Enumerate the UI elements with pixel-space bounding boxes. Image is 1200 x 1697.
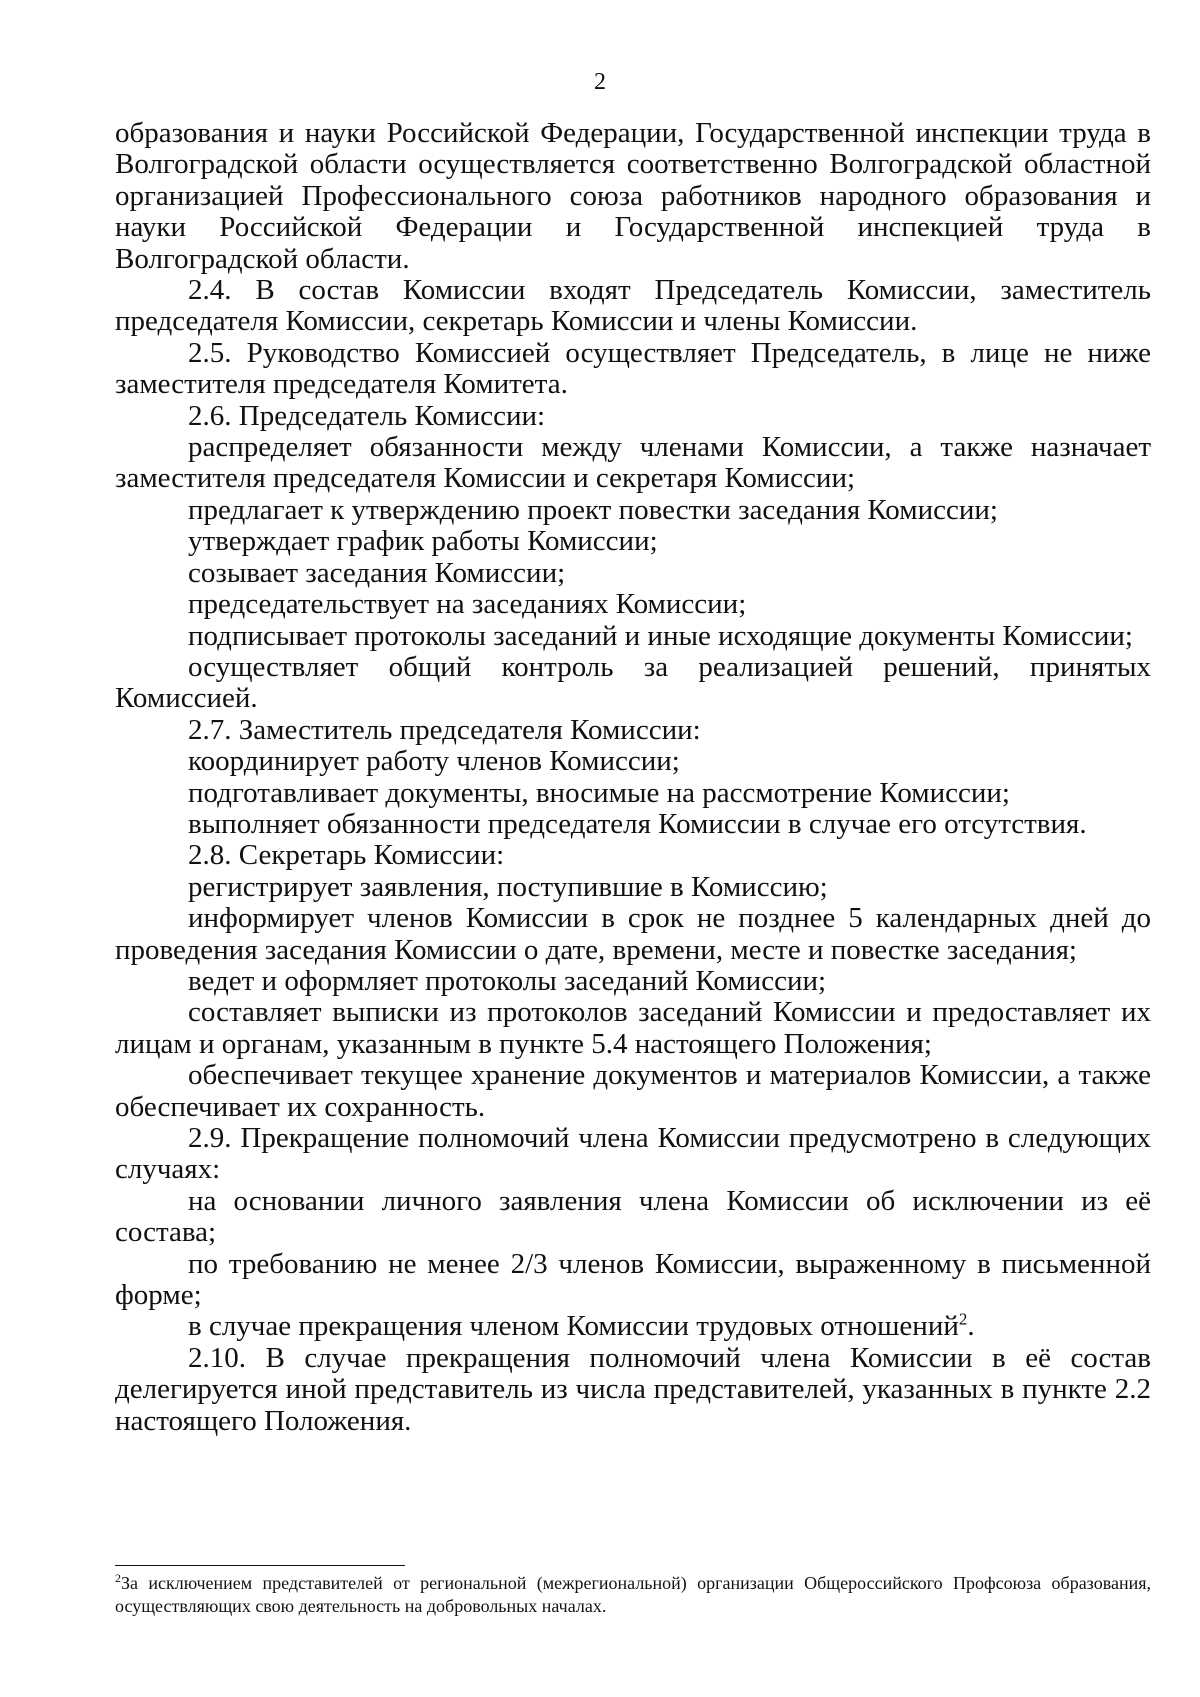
- list-item: на основании личного заявления члена Комиссии об исключении из её состава;: [115, 1184, 1151, 1249]
- list-item: регистрирует заявления, поступившие в Комиссию;: [188, 870, 828, 903]
- list-item-text: в случае прекращения членом Комиссии трудовых отношений: [188, 1310, 959, 1343]
- list-item: утверждает график работы Комиссии;: [188, 525, 658, 558]
- document-body: [115, 118, 1151, 1437]
- clause-2-5: 2.5. Руководство Комиссией осуществляет Председатель, в лице не ниже заместителя председателя Комитета.: [115, 336, 1151, 401]
- footnote-reference[interactable]: 2: [958, 1309, 968, 1329]
- list-item: составляет выписки из протоколов заседаний Комиссии и предоставляет их лицам и органам, указанным в пункте 5.4 настоящего Положения;: [115, 996, 1151, 1060]
- footnote-text: За исключением представителей от региональной (межрегиональной) организации Общероссийского Профсоюза образования, осуществляющих свою деятельность на добровольных началах.: [115, 1573, 1151, 1616]
- list-item: председательствует на заседаниях Комиссии;: [188, 588, 747, 621]
- list-item: созывает заседания Комиссии;: [188, 556, 566, 589]
- clause-2-6-heading: 2.6. Председатель Комиссии:: [188, 399, 546, 432]
- list-item: предлагает к утверждению проект повестки заседания Комиссии;: [188, 493, 998, 526]
- list-item: распределяет обязанности между членами Комиссии, а также назначает заместителя председателя Комиссии и секретаря Комиссии;: [115, 431, 1151, 495]
- footnote: [115, 1572, 1151, 1618]
- clause-2-10: 2.10. В случае прекращения полномочий члена Комиссии в её состав делегируется иной представитель из числа представителей, указанных в пункте 2.2 настоящего Положения.: [115, 1341, 1151, 1437]
- list-item-with-footnote: [115, 1311, 1151, 1342]
- list-item: ведет и оформляет протоколы заседаний Комиссии;: [188, 964, 827, 997]
- list-item: координирует работу членов Комиссии;: [188, 745, 680, 778]
- clause-2-7-heading: 2.7. Заместитель председателя Комиссии:: [188, 713, 701, 746]
- list-item-end: .: [967, 1310, 975, 1343]
- list-item: обеспечивает текущее хранение документов и материалов Комиссии, а также обеспечивает их сохранность.: [115, 1059, 1151, 1123]
- page-number: 2: [594, 69, 606, 95]
- list-item: подготавливает документы, вносимые на рассмотрение Комиссии;: [188, 776, 1010, 809]
- clause-2-4: 2.4. В состав Комиссии входят Председатель Комиссии, заместитель председателя Комиссии, секретарь Комиссии и члены Комиссии.: [115, 274, 1151, 338]
- list-item: информирует членов Комиссии в срок не позднее 5 календарных дней до проведения заседания Комиссии о дате, времени, месте и повестке заседания;: [115, 902, 1151, 966]
- clause-2-9: 2.9. Прекращение полномочий члена Комиссии предусмотрено в следующих случаях:: [115, 1122, 1151, 1186]
- footnote-mark: 2: [115, 1571, 121, 1585]
- clause-2-8-heading: 2.8. Секретарь Комиссии:: [188, 839, 505, 872]
- list-item: осуществляет общий контроль за реализацией решений, принятых Комиссией.: [115, 650, 1151, 715]
- footnote-separator: [115, 1565, 405, 1566]
- list-item: подписывает протоколы заседаний и иные исходящие документы Комиссии;: [188, 619, 1133, 652]
- paragraph-continuation: образования и науки Российской Федерации, Государственной инспекции труда в Волгоградской области осуществляется соответственно Волгоградской областной организацией Профессионального союза работников народного образования и науки Российской Федерации и Государственной инспекцией труда в Волгоградской области.: [115, 117, 1151, 275]
- list-item: выполняет обязанности председателя Комиссии в случае его отсутствия.: [188, 807, 1087, 840]
- list-item: по требованию не менее 2/3 членов Комиссии, выраженному в письменной форме;: [115, 1247, 1151, 1312]
